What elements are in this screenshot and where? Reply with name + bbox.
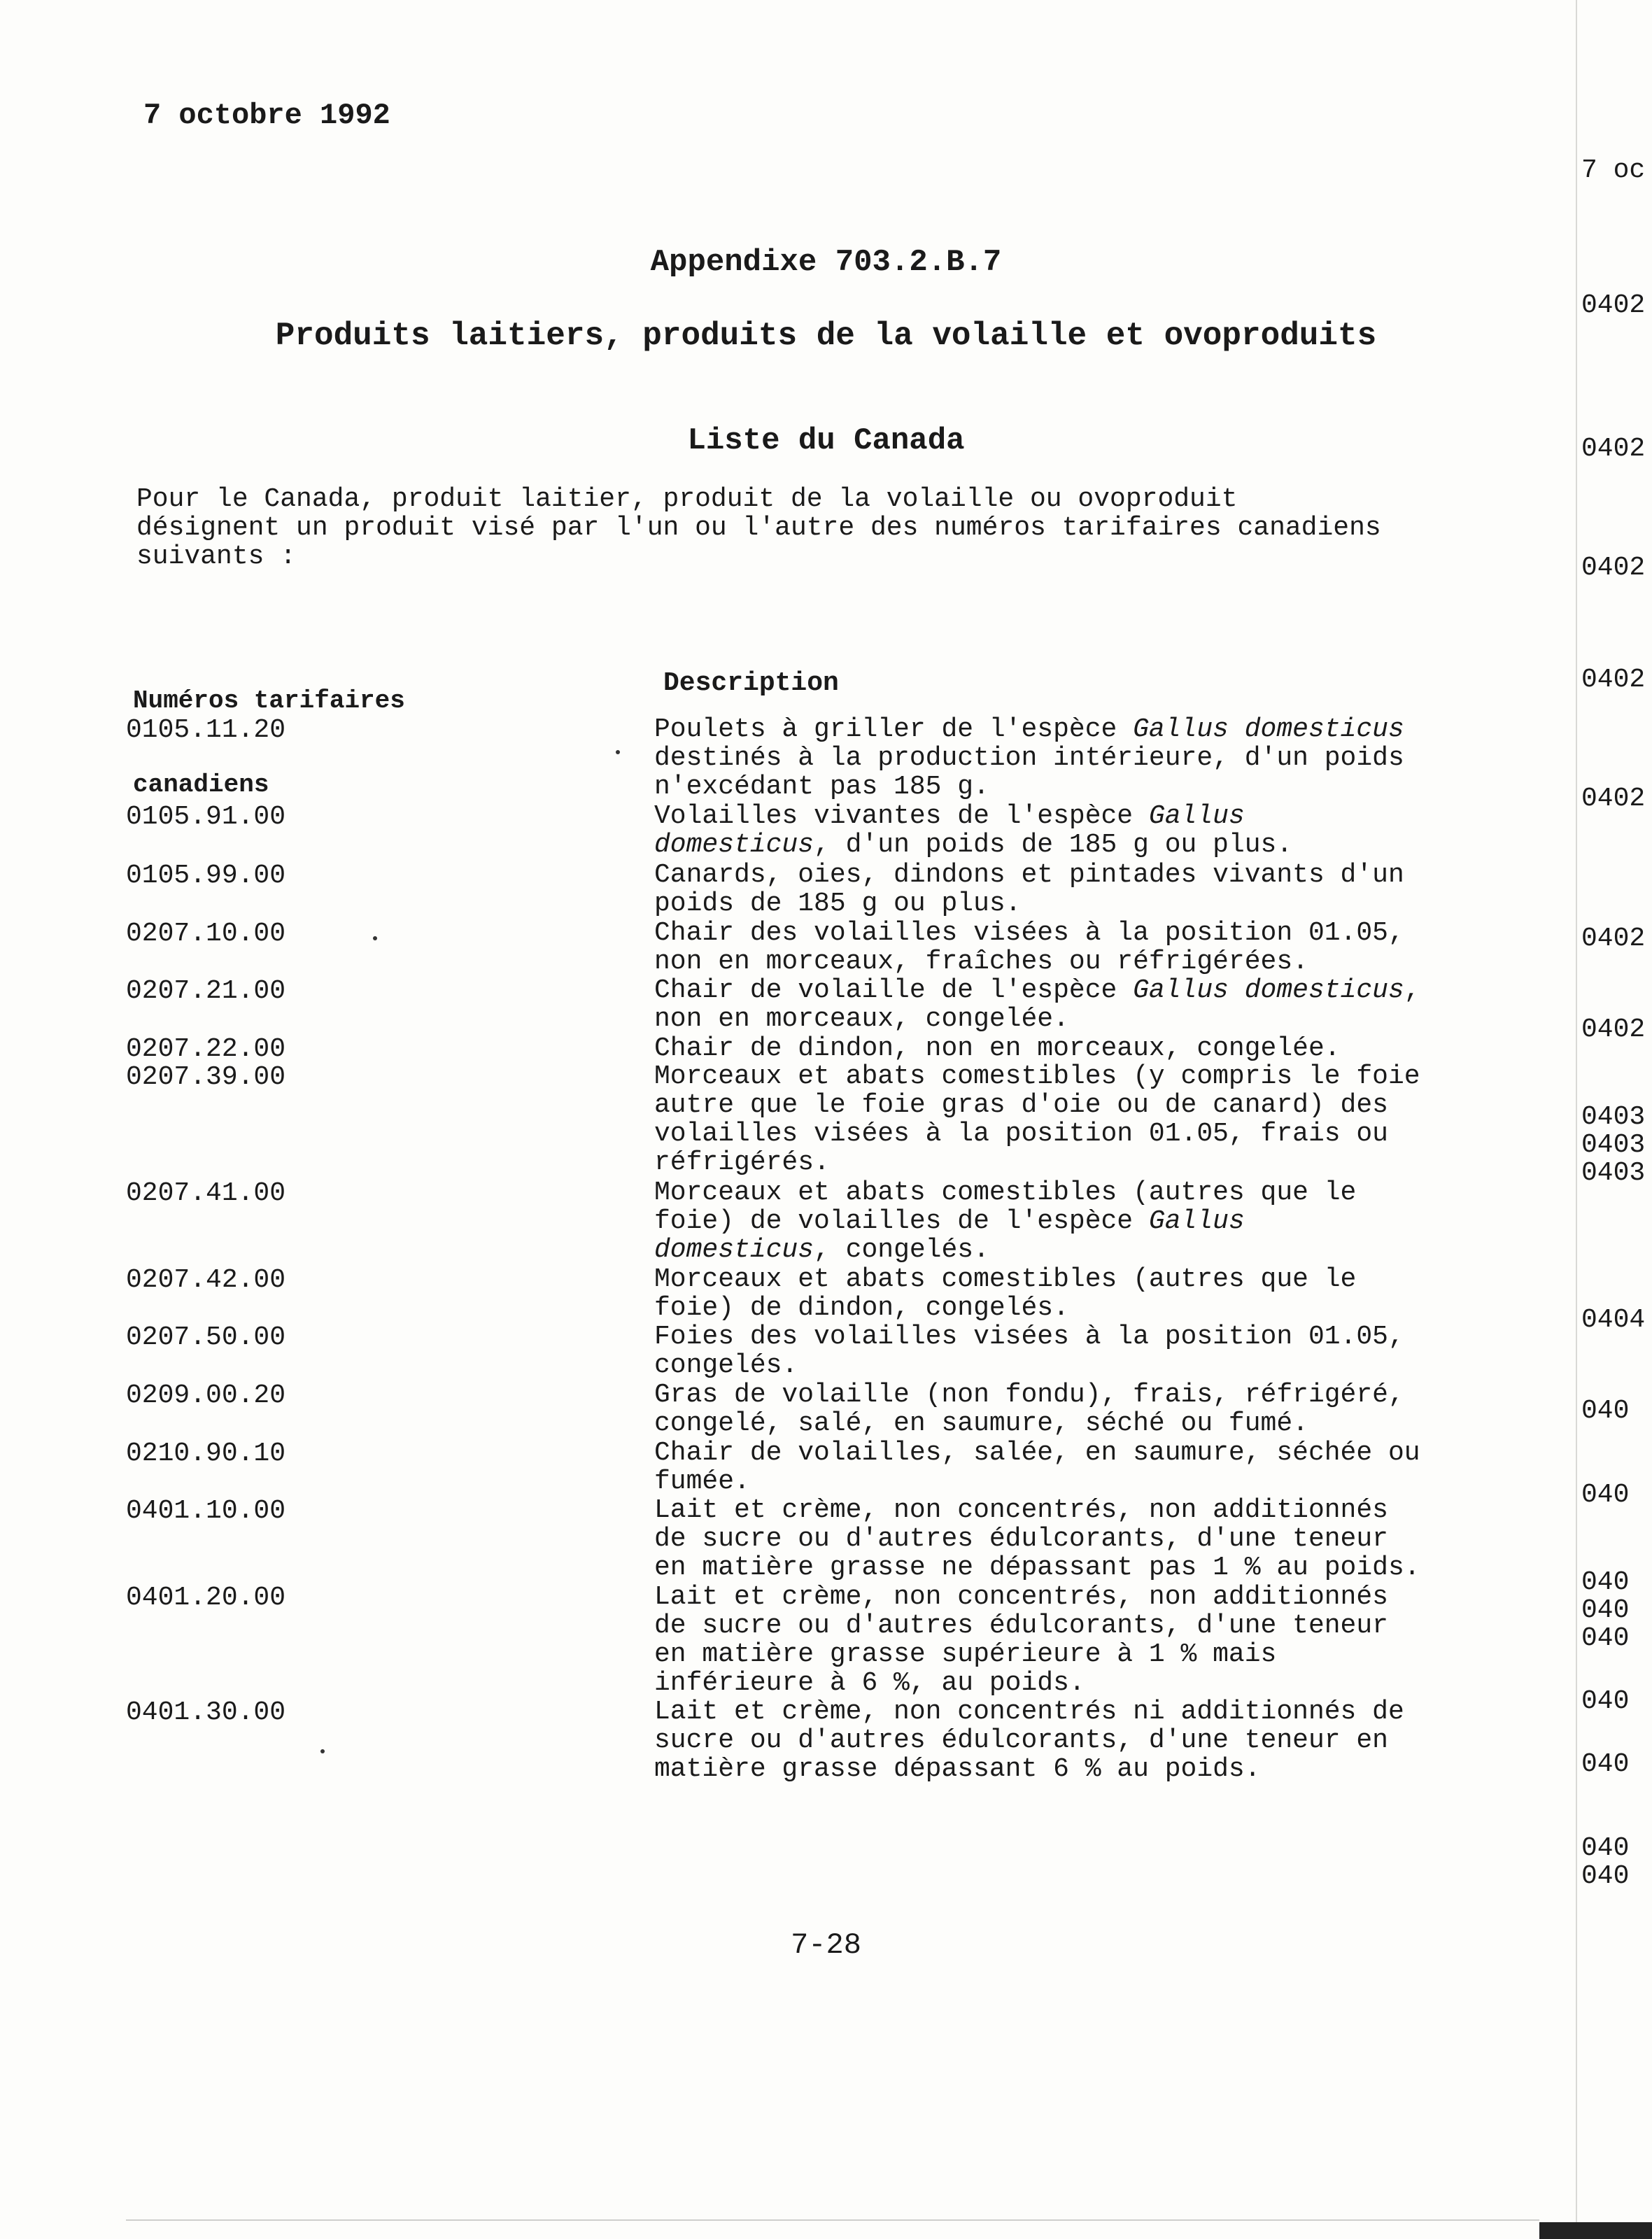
description-line: en matière grasse supérieure à 1 % mais	[654, 1639, 1277, 1669]
adjacent-page-text: 040	[1581, 1480, 1630, 1510]
intro-line: suivants :	[136, 542, 297, 572]
tariff-code: 0207.41.00	[126, 1178, 286, 1208]
description-line: non en morceaux, fraîches ou réfrigérées.	[654, 947, 1308, 977]
description-line: Volailles vivantes de l'espèce Gallus	[654, 801, 1245, 831]
description-line: Foies des volailles visées à la position 01.05,	[654, 1322, 1404, 1352]
tariff-description	[654, 1322, 1529, 1380]
description-line: volailles visées à la position 01.05, frais ou	[654, 1119, 1388, 1149]
scan-speck	[373, 936, 377, 940]
description-line: domesticus, d'un poids de 185 g ou plus.	[654, 830, 1293, 860]
adjacent-page-fragment	[1581, 0, 1652, 2239]
description-line: Morceaux et abats comestibles (autres que le	[654, 1264, 1357, 1294]
page-fold-line	[1576, 0, 1577, 2239]
tariff-description	[654, 1265, 1529, 1322]
tariff-description	[654, 1697, 1529, 1784]
tariff-description	[654, 1496, 1529, 1582]
description-line: destinés à la production intérieure, d'un poids	[654, 743, 1404, 773]
description-line: Lait et crème, non concentrés, non additionnés	[654, 1495, 1388, 1525]
tariff-description	[654, 1583, 1529, 1697]
main-title: Produits laitiers, produits de la volaille et ovoproduits	[275, 318, 1377, 354]
tariff-code: 0209.00.20	[126, 1380, 286, 1411]
description-line: Chair de volaille de l'espèce Gallus domesticus,	[654, 975, 1420, 1005]
adjacent-page-text: 040	[1581, 1396, 1630, 1426]
adjacent-page-text: 7 oc	[1581, 155, 1646, 185]
tariff-description	[654, 715, 1529, 801]
description-line: Chair des volailles visées à la position 01.05,	[654, 918, 1404, 948]
description-line: de sucre ou d'autres édulcorants, d'une teneur	[654, 1524, 1388, 1554]
intro-line: Pour le Canada, produit laitier, produit de la volaille ou ovoproduit	[136, 484, 1238, 514]
tariff-code: 0105.91.00	[126, 802, 286, 832]
description-line: autre que le foie gras d'oie ou de canard) des	[654, 1090, 1388, 1120]
description-line: Morceaux et abats comestibles (autres que le	[654, 1178, 1357, 1208]
appendix-title: Appendixe 703.2.B.7	[650, 245, 1002, 280]
adjacent-page-text: 0402	[1581, 784, 1646, 814]
tariff-code: 0207.39.00	[126, 1062, 286, 1092]
intro-line: désignent un produit visé par l'un ou l'autre des numéros tarifaires canadiens	[136, 513, 1381, 543]
description-line: de sucre ou d'autres édulcorants, d'une teneur	[654, 1611, 1388, 1641]
tariff-code: 0401.20.00	[126, 1583, 286, 1613]
description-line: n'excédant pas 185 g.	[654, 772, 989, 802]
document-date: 7 octobre 1992	[143, 99, 390, 132]
adjacent-page-text: 040	[1581, 1623, 1630, 1653]
adjacent-page-text: 0402	[1581, 924, 1646, 954]
description-line: Lait et crème, non concentrés, non additionnés	[654, 1582, 1388, 1612]
description-line: sucre ou d'autres édulcorants, d'une teneur en	[654, 1725, 1388, 1756]
adjacent-page-text: 040	[1581, 1567, 1630, 1597]
description-line: inférieure à 6 %, au poids.	[654, 1668, 1085, 1698]
description-line: Canards, oies, dindons et pintades vivants d'un	[654, 860, 1404, 890]
adjacent-page-text: 0402	[1581, 434, 1646, 464]
description-line: Lait et crème, non concentrés ni additionnés de	[654, 1697, 1404, 1727]
tariff-description	[654, 1062, 1529, 1177]
tariff-code: 0207.22.00	[126, 1034, 286, 1064]
tariff-description	[654, 1178, 1529, 1264]
tariff-code: 0207.42.00	[126, 1265, 286, 1295]
description-line: congelés.	[654, 1350, 798, 1380]
intro-paragraph	[136, 485, 1536, 571]
description-line: poids de 185 g ou plus.	[654, 889, 1022, 919]
adjacent-page-text: 040	[1581, 1749, 1630, 1779]
scan-dark-corner	[1539, 2222, 1652, 2239]
tariff-code: 0210.90.10	[126, 1439, 286, 1469]
adjacent-page-text: 0403	[1581, 1130, 1646, 1160]
description-line: réfrigérés.	[654, 1147, 830, 1178]
description-line: Chair de volailles, salée, en saumure, séchée ou	[654, 1438, 1420, 1468]
adjacent-page-text: 040	[1581, 1686, 1630, 1716]
tariff-description	[654, 919, 1529, 976]
tariff-description	[654, 861, 1529, 918]
tariff-description	[654, 1439, 1529, 1496]
description-line: fumée.	[654, 1467, 750, 1497]
description-line: non en morceaux, congelée.	[654, 1004, 1069, 1034]
adjacent-page-text: 0403	[1581, 1158, 1646, 1188]
page-number: 7-28	[791, 1928, 861, 1962]
tariff-code: 0207.50.00	[126, 1322, 286, 1352]
adjacent-page-text: 040	[1581, 1595, 1630, 1625]
description-line: matière grasse dépassant 6 % au poids.	[654, 1754, 1261, 1784]
tariff-description	[654, 802, 1529, 859]
tariff-code: 0207.10.00	[126, 919, 286, 949]
scan-bottom-edge	[126, 2219, 1539, 2221]
column-header-code-line: canadiens	[133, 770, 269, 799]
description-line: Poulets à griller de l'espèce Gallus domesticus	[654, 714, 1404, 744]
description-line: congelé, salé, en saumure, séché ou fumé.	[654, 1408, 1308, 1439]
adjacent-page-text: 0402	[1581, 1015, 1646, 1045]
tariff-code: 0401.30.00	[126, 1697, 286, 1728]
description-line: domesticus, congelés.	[654, 1235, 989, 1265]
tariff-description	[654, 1380, 1529, 1438]
adjacent-page-text: 0402	[1581, 553, 1646, 583]
column-header-description: Description	[663, 668, 839, 698]
adjacent-page-text: 0403	[1581, 1102, 1646, 1132]
description-line: foie) de volailles de l'espèce Gallus	[654, 1206, 1245, 1236]
description-line: Chair de dindon, non en morceaux, congelée.	[654, 1033, 1341, 1064]
tariff-code: 0207.21.00	[126, 976, 286, 1006]
adjacent-page-text: 040	[1581, 1833, 1630, 1863]
tariff-description	[654, 1034, 1529, 1063]
adjacent-page-text: 0404	[1581, 1305, 1646, 1335]
adjacent-page-text: 040	[1581, 1861, 1630, 1891]
adjacent-page-text: 0402	[1581, 290, 1646, 320]
description-line: Morceaux et abats comestibles (y compris le foie	[654, 1061, 1420, 1092]
scan-speck	[320, 1749, 325, 1753]
description-line: foie) de dindon, congelés.	[654, 1293, 1069, 1323]
scan-speck	[616, 750, 620, 754]
adjacent-page-text: 0402	[1581, 665, 1646, 695]
column-header-code-line: Numéros tarifaires	[133, 686, 405, 715]
tariff-code: 0105.99.00	[126, 861, 286, 891]
tariff-code: 0401.10.00	[126, 1496, 286, 1526]
description-line: Gras de volaille (non fondu), frais, réfrigéré,	[654, 1380, 1404, 1410]
list-title: Liste du Canada	[687, 423, 965, 458]
tariff-code: 0105.11.20	[126, 715, 286, 745]
tariff-description	[654, 976, 1529, 1033]
description-line: en matière grasse ne dépassant pas 1 % au poids.	[654, 1553, 1420, 1583]
